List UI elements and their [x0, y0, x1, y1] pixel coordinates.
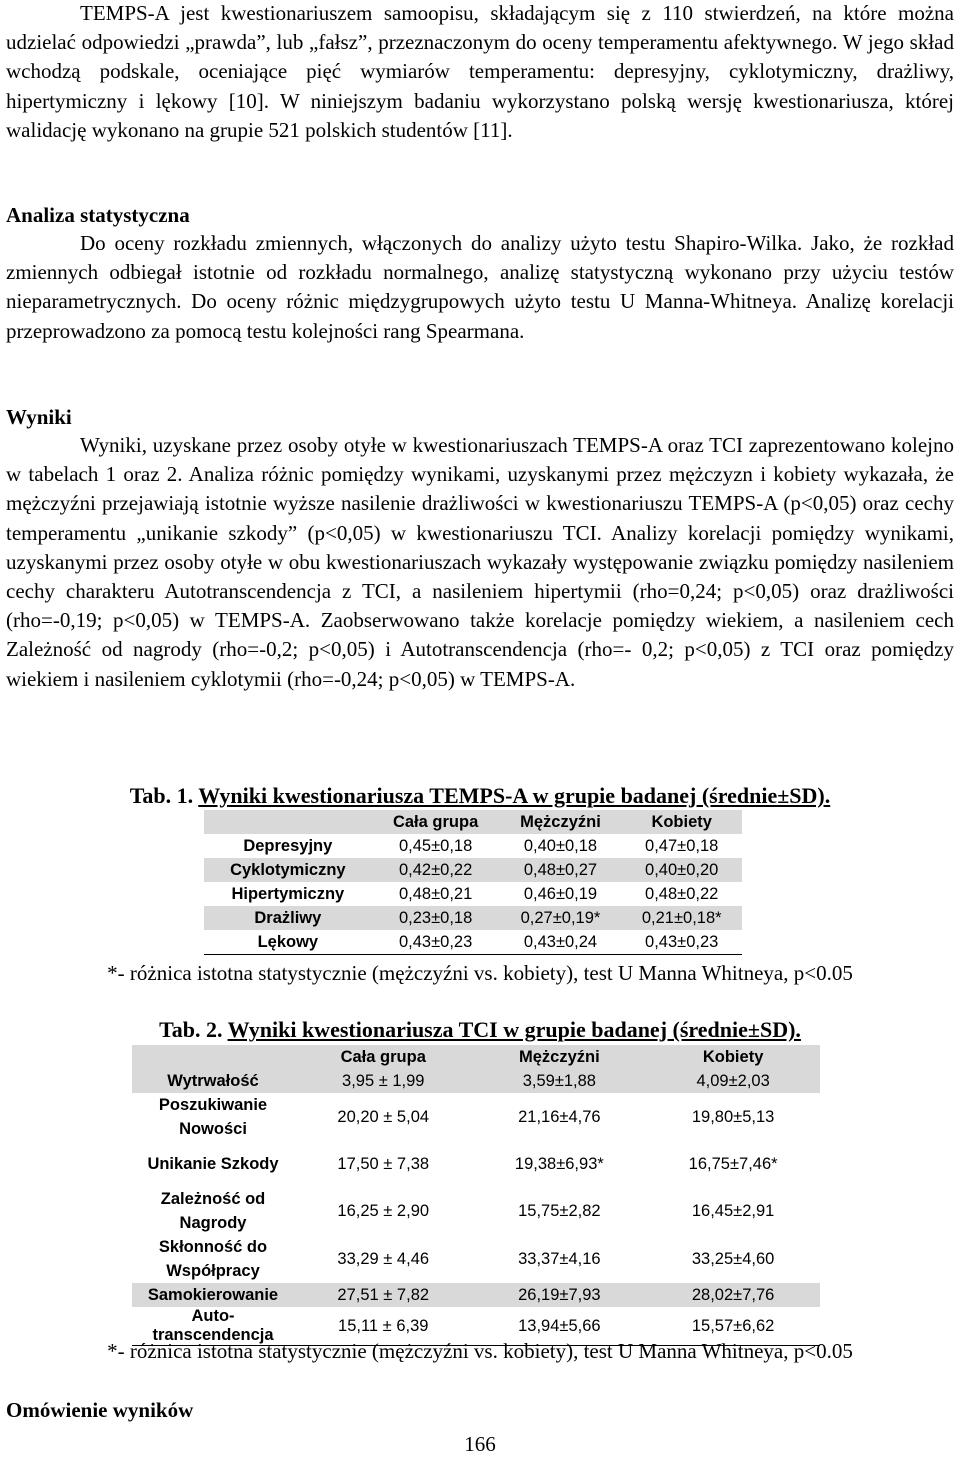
table1-note: *- różnica istotna statystycznie (mężczyźni vs. kobiety), test U Manna Whitneya, p<0.05: [107, 961, 853, 985]
table2-header-cell: Cała grupa: [294, 1045, 472, 1069]
table1-row: [204, 906, 742, 930]
table1-value-cell: 0,43±0,23: [621, 930, 742, 955]
table1-value-cell: 0,46±0,19: [523, 884, 598, 903]
table2-value-cell: 33,37±4,16: [518, 1249, 601, 1268]
table1-value-cell: 0,43±0,24: [500, 930, 622, 955]
table2-value-cell: 33,29 ± 4,46: [337, 1249, 430, 1268]
table2-note: *- różnica istotna statystycznie (mężczyźni vs. kobiety), test U Manna Whitneya, p<0.05: [107, 1339, 853, 1363]
table1-value-cell: 0,45±0,18: [398, 836, 473, 855]
results-heading: Wyniki: [6, 405, 72, 429]
table2-header-cell: [132, 1045, 294, 1069]
table2-value-cell: 3,59±1,88: [472, 1069, 646, 1093]
table2-header-cell: Mężczyźni: [472, 1045, 646, 1069]
table2-row: [132, 1069, 820, 1093]
table2-value-cell: 15,57±6,62: [646, 1307, 820, 1346]
table2-value-cell: 33,25±4,60: [691, 1249, 775, 1268]
page-number: 166: [464, 1432, 496, 1456]
table1-row-label: Lękowy: [204, 930, 372, 955]
table1-row-label: Cyklotymiczny: [204, 858, 372, 882]
table2-value-cell: 28,02±7,76: [646, 1283, 820, 1307]
table1-value-cell: 0,40±0,18: [523, 836, 598, 855]
table2-row: [132, 1187, 820, 1235]
analysis-heading: Analiza statystyczna: [6, 203, 190, 227]
table1-header-cell: Cała grupa: [372, 810, 500, 834]
table1-row: [204, 930, 742, 955]
table1-header-cell: [204, 810, 372, 834]
table2-row-label: Auto-transcendencja: [132, 1307, 294, 1346]
table1-caption: [6, 783, 954, 809]
table1-value-cell: 0,42±0,22: [372, 858, 500, 882]
table2-value-cell: 27,51 ± 7,82: [294, 1283, 472, 1307]
table2-row-label: Zależność od Nagrody: [160, 1190, 266, 1232]
table2-tci: [132, 1045, 820, 1346]
intro-paragraph: TEMPS-A jest kwestionariuszem samoopisu, składającym się z 110 stwierdzeń, na które można udzielać odpowiedzi „prawda”, lub „fałsz”, przeznaczonym do oceny temperamentu afektywnego. W jego skład wchodzą podskale, oceniające pięć wymiarów temperamentu: depresyjny, cyklotymiczny, drażliwy, hipertymiczny i lękowy [10]. W niniejszym badaniu wykorzystano polską wersję kwestionariusza, której walidację wykonano na grupie 521 polskich studentów [11].: [6, 1, 954, 142]
table1-value-cell: 0,48±0,21: [398, 884, 473, 903]
table1-row: [204, 834, 742, 858]
table1-caption-text: Wyniki kwestionariusza TEMPS-A w grupie badanej (średnie±SD).: [198, 783, 831, 808]
table2-value-cell: 16,45±2,91: [691, 1201, 775, 1220]
table1-value-cell: 0,40±0,20: [621, 858, 742, 882]
table1-value-cell: 0,23±0,18: [372, 906, 500, 930]
table1-row-label: Depresyjny: [243, 836, 333, 855]
table2-value-cell: 20,20 ± 5,04: [337, 1107, 430, 1126]
table2-caption: [6, 1017, 954, 1043]
results-paragraph: Wyniki, uzyskane przez osoby otyłe w kwestionariuszach TEMPS-A oraz TCI zaprezentowano kolejno w tabelach 1 oraz 2. Analiza różnic pomiędzy wynikami, uzyskanymi przez mężczyzn i kobiety wykazała, że mężczyźni przejawiają istotnie wyższe nasilenie drażliwości w kwestionariuszu TEMPS-A (p<0,05) oraz cechy temperamentu „unikanie szkody” (p<0,05) w kwestionariuszu TCI. Analizy korelacji pomiędzy wynikami, uzyskanymi przez osoby otyłe w obu kwestionariuszach wykazały występowanie związku pomiędzy nasileniem cechy charakteru Autotranscendencja z TCI, a nasileniem hipertymii (rho=0,24; p<0,05) oraz drażliwości (rho=-0,19; p<0,05) w TEMPS-A. Zaobserwowano także korelacje pomiędzy wiekiem, a nasileniem cech Zależność od nagrody (rho=-0,2; p<0,05) i Autotranscendencja (rho=- 0,2; p<0,05) z TCI oraz pomiędzy wiekiem i nasileniem cyklotymii (rho=-0,24; p<0,05) w TEMPS-A.: [6, 433, 954, 691]
table2-value-cell: 4,09±2,03: [646, 1069, 820, 1093]
table2-header-row: [132, 1045, 820, 1069]
table1-temps-a: [204, 810, 742, 955]
table2-value-cell: 16,25 ± 2,90: [337, 1201, 430, 1220]
analysis-paragraph: Do oceny rozkładu zmiennych, włączonych do analizy użyto testu Shapiro-Wilka. Jako, że rozkład zmiennych odbiegał istotnie od rozkładu normalnego, analizę statystyczną wykonano przy użyciu testów nieparametrycznych. Do oceny różnic międzygrupowych użyto testu U Manna-Whitneya. Analizę korelacji przeprowadzono za pomocą testu kolejności rang Spearmana.: [6, 231, 954, 343]
table2-row-label: Skłonność do Współpracy: [158, 1238, 268, 1280]
table1-value-cell: 0,27±0,19*: [500, 906, 622, 930]
table2-caption-text: Wyniki kwestionariusza TCI w grupie badanej (średnie±SD).: [227, 1017, 801, 1042]
table2-row: [132, 1141, 820, 1187]
table2-value-cell: 16,75±7,46*: [688, 1154, 778, 1173]
table2-row-label: Poszukiwanie Nowości: [158, 1096, 268, 1138]
table2-value-cell: 19,80±5,13: [691, 1107, 775, 1126]
table2-value-cell: 3,95 ± 1,99: [294, 1069, 472, 1093]
table2-row-label: Unikanie Szkody: [147, 1155, 279, 1173]
table2-row: [132, 1235, 820, 1283]
table2-row-label: Wytrwałość: [132, 1069, 294, 1093]
table2-value-cell: 15,11 ± 6,39: [294, 1307, 472, 1346]
table1-row: [204, 858, 742, 882]
table2-value-cell: 19,38±6,93*: [514, 1154, 604, 1173]
table2-caption-prefix: Tab. 2.: [159, 1017, 228, 1042]
table1-value-cell: 0,43±0,23: [372, 930, 500, 955]
table1-value-cell: 0,48±0,22: [645, 884, 719, 903]
table1-row: [204, 882, 742, 906]
discussion-heading: Omówienie wyników: [6, 1398, 194, 1422]
table1-row-label: Drażliwy: [204, 906, 372, 930]
table1-value-cell: 0,21±0,18*: [621, 906, 742, 930]
table2-value-cell: 26,19±7,93: [472, 1283, 646, 1307]
table2-value-cell: 15,75±2,82: [518, 1201, 601, 1220]
table1-row-label: Hipertymiczny: [231, 884, 345, 903]
table2-value-cell: 21,16±4,76: [518, 1107, 601, 1126]
table1-header-cell: Kobiety: [621, 810, 742, 834]
table2-row: [132, 1093, 820, 1141]
table2-value-cell: 13,94±5,66: [472, 1307, 646, 1346]
table2-value-cell: 17,50 ± 7,38: [337, 1154, 430, 1173]
table2-header-cell: Kobiety: [646, 1045, 820, 1069]
table1-header-cell: Mężczyźni: [500, 810, 622, 834]
table1-header-row: [204, 810, 742, 834]
table2-row-label: Samokierowanie: [132, 1283, 294, 1307]
table1-value-cell: 0,47±0,18: [645, 836, 719, 855]
table1-value-cell: 0,48±0,27: [500, 858, 622, 882]
table2-row: [132, 1283, 820, 1307]
table1-caption-prefix: Tab. 1.: [129, 783, 199, 808]
